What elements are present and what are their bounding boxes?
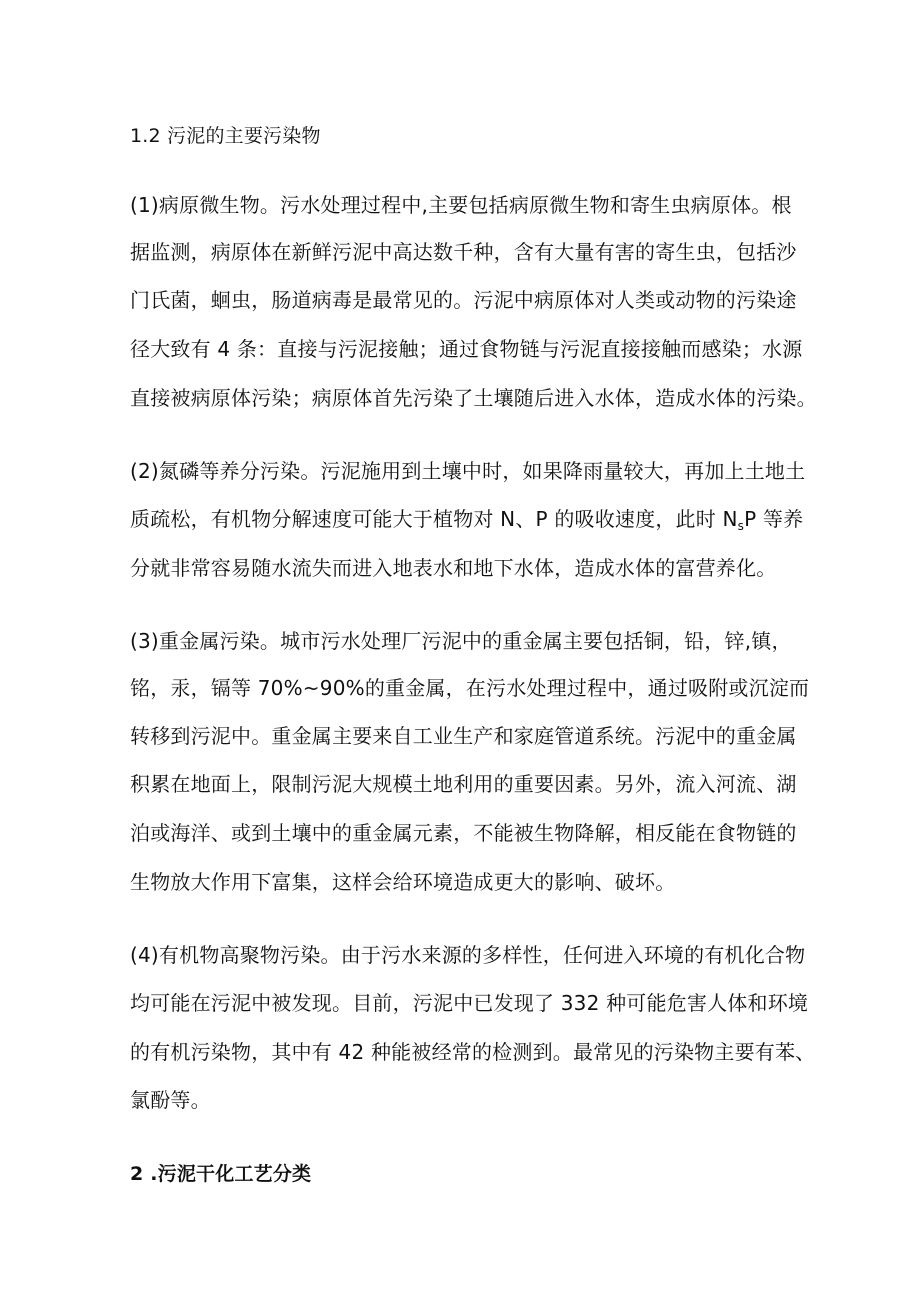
section-heading: 1.2 污泥的主要污染物 bbox=[130, 125, 321, 147]
p3-line-1: (3)重金属污染。城市污水处理厂污泥中的重金属主要包括铜，铅，锌,镇， bbox=[130, 629, 792, 653]
p3-line-4: 积累在地面上，限制污泥大规模土地利用的重要因素。另外，流入河流、湖 bbox=[130, 772, 797, 796]
p4-line-1: (4)有机物高聚物污染。由于污水来源的多样性，任何进入环境的有机化合物 bbox=[130, 943, 806, 967]
p2-line-3: 分就非常容易随水流失而进入地表水和地下水体，造成水体的富营养化。 bbox=[130, 556, 777, 580]
p2-line-2-text: 质疏松，有机物分解速度可能大于植物对 N、P 的吸收速度，此时 N bbox=[130, 507, 738, 531]
p1-line-3: 门氏菌，蛔虫，肠道病毒是最常见的。污泥中病原体对人类或动物的污染途 bbox=[130, 288, 797, 312]
p2-line-1: (2)氮磷等养分污染。污泥施用到土壤中时，如果降雨量较大，再加上土地土 bbox=[130, 459, 806, 483]
p1-line-1: (1)病原微生物。污水处理过程中,主要包括病原微生物和寄生虫病原体。根 bbox=[130, 193, 792, 217]
p3-line-2: 铭，汞，镉等 70%~90%的重金属，在污水处理过程中，通过吸附或沉淀而 bbox=[130, 676, 810, 700]
p3-line-6: 生物放大作用下富集，这样会给环境造成更大的影响、破坏。 bbox=[130, 870, 676, 894]
p4-line-2: 均可能在污泥中被发现。目前，污泥中已发现了 332 种可能危害人体和环境 bbox=[130, 991, 809, 1015]
p1-line-4: 径大致有 4 条：直接与污泥接触；通过食物链与污泥直接接触而感染；水源 bbox=[130, 337, 803, 361]
next-section-heading: 2 .污泥干化工艺分类 bbox=[130, 1163, 312, 1185]
p1-line-2: 据监测，病原体在新鲜污泥中高达数千种，含有大量有害的寄生虫，包括沙 bbox=[130, 240, 797, 264]
p2-line-2 bbox=[130, 507, 820, 534]
p4-line-4: 氯酚等。 bbox=[130, 1088, 211, 1112]
p4-line-3: 的有机污染物，其中有 42 种能被经常的检测到。最常见的污染物主要有苯、 bbox=[130, 1040, 816, 1064]
p2-line-2-tail: P 等养 bbox=[744, 507, 804, 531]
p3-line-5: 泊或海洋、或到土壤中的重金属元素，不能被生物降解，相反能在食物链的 bbox=[130, 821, 797, 845]
p2-subscript: s bbox=[737, 519, 745, 533]
p1-line-5: 直接被病原体污染；病原体首先污染了土壤随后进入水体，造成水体的污染。 bbox=[130, 386, 817, 410]
p3-line-3: 转移到污泥中。重金属主要来自工业生产和家庭管道系统。污泥中的重金属 bbox=[130, 724, 797, 748]
